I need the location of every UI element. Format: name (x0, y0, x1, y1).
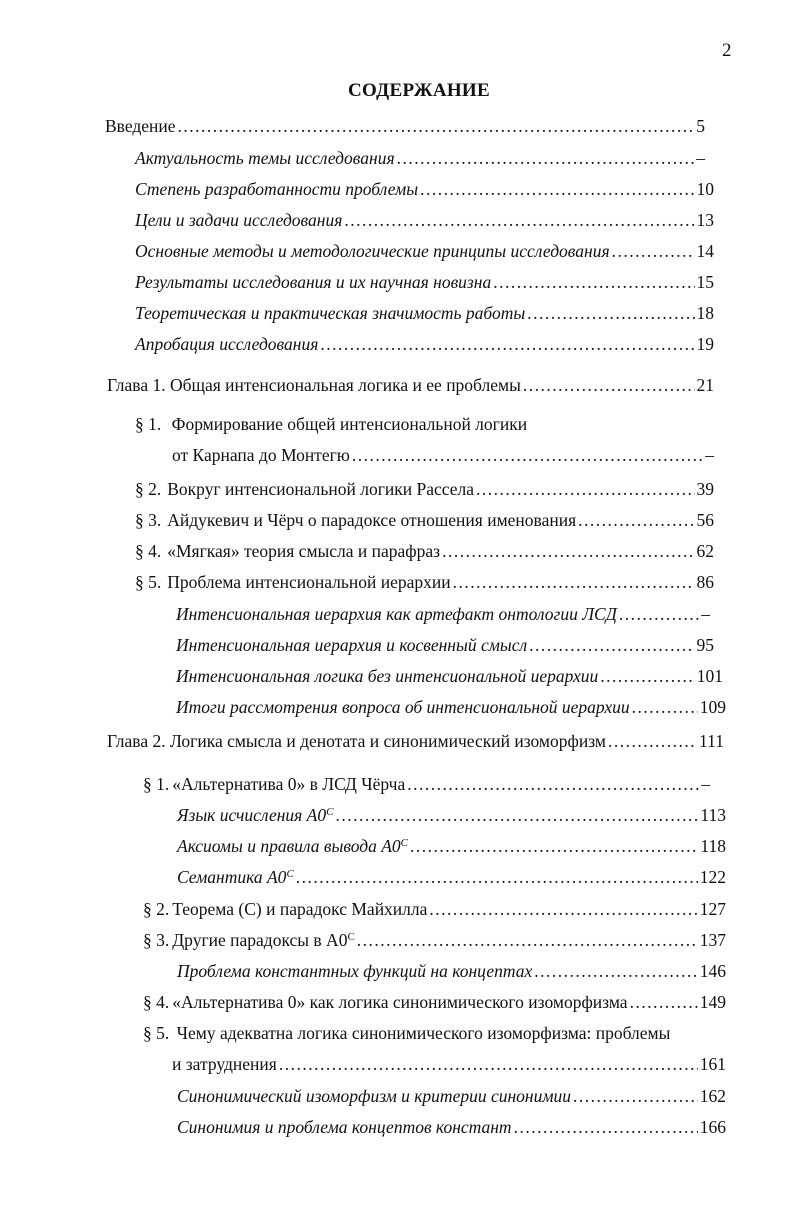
toc-entry-introduction[interactable] (105, 115, 705, 137)
page-title: СОДЕРЖАНИЕ (348, 80, 490, 101)
toc-entry-chapter-2[interactable] (107, 730, 724, 752)
toc-entry-text: Цели и задачи исследования (135, 210, 343, 230)
toc-entry-text-main: Семантика A0 (177, 867, 287, 887)
leader-dots (573, 1085, 698, 1107)
toc-entry-text: Глава 2. Логика смысла и денотата и синонимический изоморфизм (107, 731, 606, 751)
toc-entry-page: 162 (699, 1086, 726, 1106)
toc-entry-page: 137 (699, 930, 726, 950)
toc-entry[interactable] (176, 603, 710, 625)
toc-entry-text: Актуальность темы исследования (135, 148, 395, 168)
toc-entry-page: 19 (696, 334, 714, 354)
toc-entry-text: Айдукевич и Чёрч о парадоксе отношения именования (167, 510, 577, 530)
toc-entry-section-2-4[interactable] (143, 991, 726, 1013)
toc-entry-section-1-2[interactable] (135, 478, 714, 500)
leader-dots (514, 1116, 698, 1138)
section-number: § 4. (143, 992, 170, 1012)
toc-entry-page: 15 (696, 272, 714, 292)
toc-entry-text: Апробация исследования (135, 334, 319, 354)
toc-entry-text: Интенсиональная иерархия как артефакт онтологии ЛСД (176, 604, 617, 624)
leader-dots (534, 960, 698, 982)
leader-dots (357, 929, 698, 951)
toc-entry-text: Итоги рассмотрения вопроса об интенсиональной иерархии (176, 697, 630, 717)
toc-entry-text (177, 835, 408, 857)
toc-entry-page: 56 (696, 510, 714, 530)
leader-dots (476, 478, 694, 500)
toc-entry-page: 62 (696, 541, 714, 561)
toc-entry-text: «Альтернатива 0» в ЛСД Чёрча (172, 774, 406, 794)
toc-entry-page: 113 (700, 805, 726, 825)
toc-entry-page: 118 (700, 836, 726, 856)
toc-entry-text: Чему адекватна логика синонимического изоморфизма: проблемы (176, 1023, 671, 1043)
toc-entry-section-1-3[interactable] (135, 509, 714, 531)
toc-entry-text: Проблема константных функций на концептах (177, 961, 533, 981)
section-number: § 2. (143, 899, 170, 919)
toc-entry-page: 101 (696, 666, 723, 686)
toc-entry-page: 10 (696, 179, 714, 199)
toc-entry-page: 161 (699, 1054, 726, 1074)
toc-entry-page: 95 (696, 635, 714, 655)
leader-dots (453, 571, 695, 593)
toc-entry-text: Теорема (C) и парадокс Майхилла (172, 899, 428, 919)
toc-entry-section-2-5[interactable] (143, 1022, 726, 1044)
toc-entry[interactable] (135, 209, 714, 231)
toc-entry-text: Интенсиональная иерархия и косвенный смысл (176, 635, 528, 655)
toc-entry-section-1-5[interactable] (135, 571, 714, 593)
toc-entry[interactable] (172, 444, 714, 466)
toc-entry[interactable] (177, 1085, 726, 1107)
toc-entry[interactable] (135, 147, 705, 169)
leader-dots (619, 603, 699, 625)
page-number: 2 (722, 40, 732, 61)
section-number: § 5. (143, 1023, 170, 1043)
toc-entry-section-2-1[interactable] (143, 773, 710, 795)
toc-entry-page: 86 (696, 572, 714, 592)
leader-dots (335, 804, 698, 826)
toc-entry-text: от Карнапа до Монтегю (172, 445, 350, 465)
section-number: § 1. (143, 774, 170, 794)
toc-entry-text: Формирование общей интенсиональной логики (171, 414, 528, 434)
toc-entry[interactable] (135, 240, 714, 262)
toc-entry-text: и затруднения (172, 1054, 277, 1074)
superscript: C (400, 837, 408, 849)
toc-entry-text: Глава 1. Общая интенсиональная логика и ее проблемы (107, 375, 521, 395)
toc-entry[interactable] (135, 302, 714, 324)
toc-entry-text: Основные методы и методологические принципы исследования (135, 241, 610, 261)
toc-entry-section-2-2[interactable] (143, 898, 726, 920)
toc-entry-page: 166 (699, 1117, 726, 1137)
toc-entry-text (177, 866, 294, 888)
section-number: § 4. (135, 541, 162, 561)
toc-entry[interactable] (135, 178, 714, 200)
superscript: C (286, 868, 294, 880)
toc-entry-page: 39 (696, 479, 714, 499)
toc-entry[interactable] (177, 804, 726, 826)
toc-entry-text: Синонимия и проблема концептов констант (177, 1117, 512, 1137)
toc-entry-text-main: Другие парадоксы в A0 (172, 930, 348, 950)
leader-dots (527, 302, 694, 324)
leader-dots (320, 333, 694, 355)
toc-entry-text: Введение (105, 116, 176, 136)
toc-entry-page: 14 (696, 241, 714, 261)
toc-entry-text: «Альтернатива 0» как логика синонимического изоморфизма (172, 992, 628, 1012)
leader-dots (578, 509, 694, 531)
toc-entry-text: Степень разработанности проблемы (135, 179, 419, 199)
toc-entry[interactable] (177, 1116, 726, 1138)
toc-entry-page: 127 (699, 899, 726, 919)
leader-dots (608, 730, 697, 752)
toc-entry[interactable] (135, 271, 714, 293)
toc-entry-page: 146 (699, 961, 726, 981)
leader-dots (442, 540, 694, 562)
toc-entry-page: 111 (699, 731, 724, 751)
leader-dots (429, 898, 697, 920)
leader-dots (612, 240, 695, 262)
toc-entry[interactable] (176, 696, 726, 718)
section-number: § 3. (143, 930, 170, 950)
toc-entry-page: – (696, 148, 705, 168)
leader-dots (493, 271, 694, 293)
leader-dots (279, 1053, 698, 1075)
toc-entry-page: 5 (696, 116, 705, 136)
toc-entry-text-main: Язык исчисления A0 (177, 805, 327, 825)
toc-entry-page: 13 (696, 210, 714, 230)
section-number: § 2. (135, 479, 162, 499)
leader-dots (632, 696, 698, 718)
toc-entry-page: 122 (699, 867, 726, 887)
toc-entry-page: – (705, 445, 714, 465)
toc-entry-text: Результаты исследования и их научная новизна (135, 272, 492, 292)
leader-dots (420, 178, 694, 200)
toc-entry-text: Теоретическая и практическая значимость работы (135, 303, 526, 323)
leader-dots (630, 991, 698, 1013)
toc-entry[interactable] (176, 665, 723, 687)
toc-entry-text: «Мягкая» теория смысла и парафраз (167, 541, 441, 561)
leader-dots (523, 374, 695, 396)
toc-entry-page: – (701, 604, 710, 624)
toc-entry-section-2-3[interactable] (143, 929, 726, 951)
superscript: C (326, 806, 334, 818)
toc-entry-chapter-1[interactable] (107, 374, 714, 396)
section-number: § 1. (135, 414, 162, 434)
leader-dots (410, 835, 698, 857)
toc-entry-text (172, 929, 355, 951)
leader-dots (600, 665, 694, 687)
leader-dots (178, 115, 695, 137)
toc-entry-text: Вокруг интенсиональной логики Рассела (167, 479, 475, 499)
toc-entry[interactable] (177, 835, 726, 857)
section-number: § 3. (135, 510, 162, 530)
superscript: C (347, 931, 355, 943)
toc-entry-text: Синонимический изоморфизм и критерии синонимии (177, 1086, 572, 1106)
toc-entry-page: 149 (699, 992, 726, 1012)
toc-entry-page: 109 (699, 697, 726, 717)
leader-dots (352, 444, 703, 466)
toc-entry[interactable] (177, 866, 726, 888)
leader-dots (296, 866, 698, 888)
toc-entry[interactable] (172, 1053, 726, 1075)
section-number: § 5. (135, 572, 162, 592)
leader-dots (529, 634, 694, 656)
toc-entry[interactable] (177, 960, 726, 982)
toc-entry-page: 21 (696, 375, 714, 395)
toc-entry[interactable] (176, 634, 714, 656)
toc-entry-text (177, 804, 333, 826)
toc-entry-page: – (701, 774, 710, 794)
toc-entry-text: Интенсиональная логика без интенсиональной иерархии (176, 666, 599, 686)
toc-entry[interactable] (135, 333, 714, 355)
toc-entry-text: Проблема интенсиональной иерархии (167, 572, 451, 592)
toc-entry-section-1-1[interactable] (135, 413, 714, 435)
leader-dots (407, 773, 699, 795)
toc-entry-section-1-4[interactable] (135, 540, 714, 562)
toc-entry-page: 18 (696, 303, 714, 323)
leader-dots (397, 147, 695, 169)
toc-entry-text-main: Аксиомы и правила вывода A0 (177, 836, 401, 856)
leader-dots (344, 209, 694, 231)
